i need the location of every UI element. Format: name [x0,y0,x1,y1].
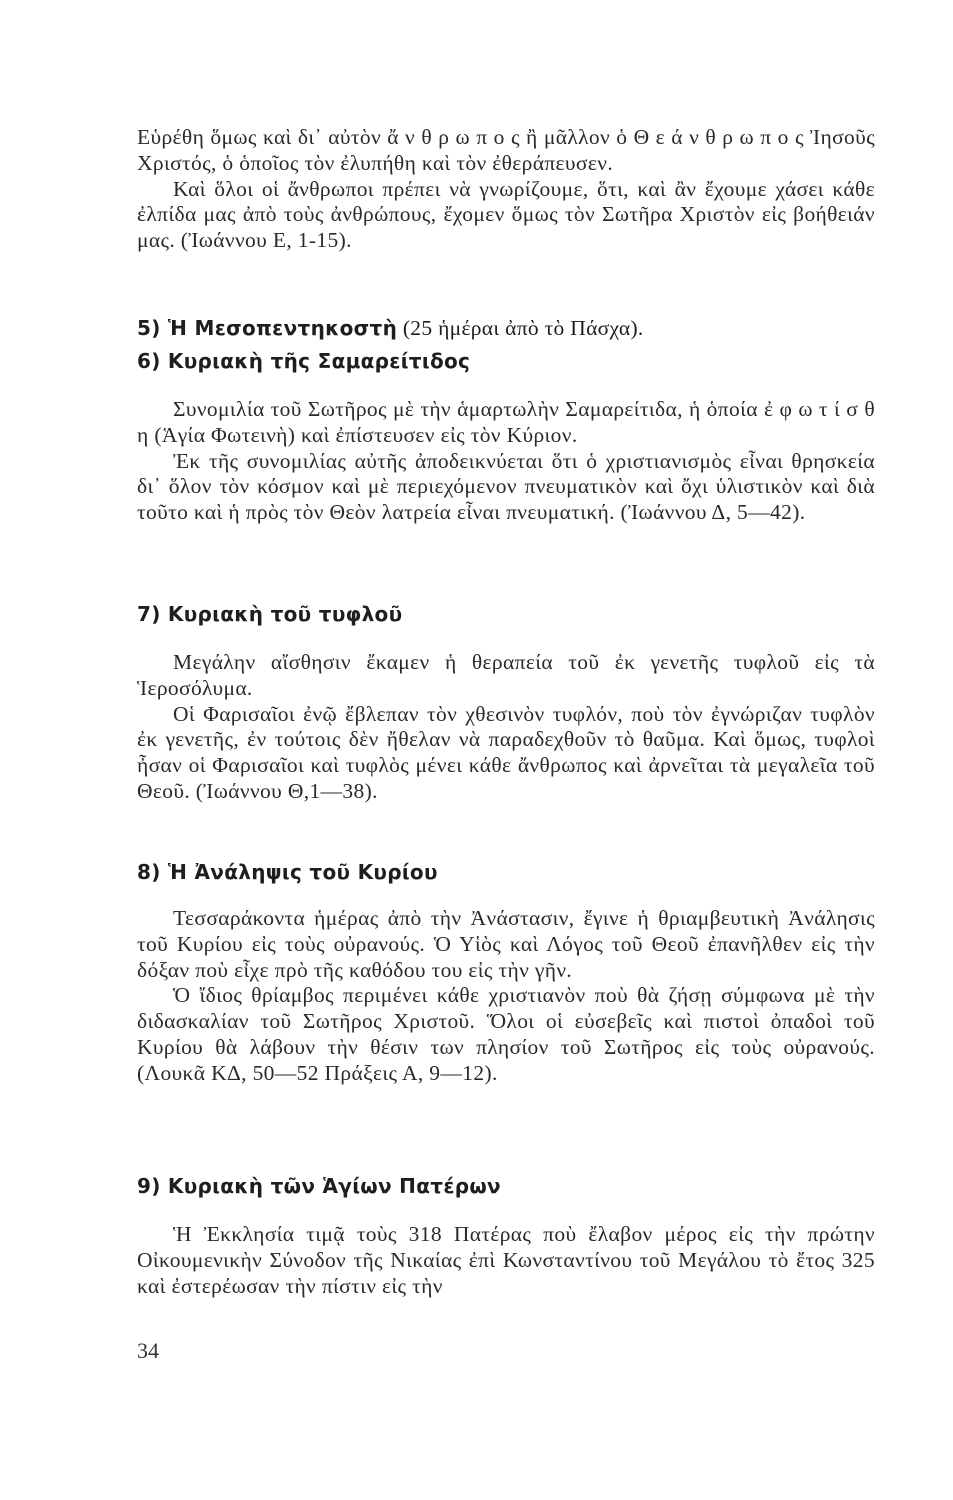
section-subtitle: (25 ἡμέραι ἀπὸ τὸ Πάσχα). [397,316,644,340]
section-title: 6) Κυριακὴ τῆς Σαμαρείτιδος [137,349,471,373]
section-7-text [137,650,875,805]
section-heading-9 [137,1174,501,1198]
paragraph: Συνομιλία τοῦ Σωτῆρος μὲ τὴν ἁμαρτωλὴν Σαμαρείτιδα, ἡ ὁποία ἐ φ ω τ ί σ θ η (Ἁγία Φωτεινὴ) καὶ ἐπίστευσεν εἰς τὸν Κύριον. [137,397,875,447]
section-continuation-text [137,125,875,254]
section-8-text [137,906,875,1087]
section-title: 5) Ἡ Μεσοπεντηκοστὴ [137,316,398,340]
paragraph: Οἱ Φαρισαῖοι ἐνῷ ἔβλεπαν τὸν χθεσινὸν τυφλόν, ποὺ τὸν ἐγνώριζαν τυφλὸν ἐκ γενετῆς, ἐν τούτοις δὲν ἤθελαν νὰ παραδεχθοῦν τὸ θαῦμα. Καὶ ὅμως, τυφλοὶ ἦσαν οἱ Φαρισαῖοι καὶ τυφλὸς μένει κάθε ἄνθρωπος καὶ ἀρνεῖται τὰ μεγαλεῖα τοῦ Θεοῦ. (Ἰωάννου Θ,1—38). [137,701,875,803]
paragraph: Ἡ Ἐκκλησία τιμᾷ τοὺς 318 Πατέρας ποὺ ἔλαβον μέρος εἰς τὴν πρώτην Οἰκουμενικὴν Σύνοδον τῆς Νικαίας ἐπὶ Κωνσταντίνου τοῦ Μεγάλου τὸ ἔτος 325 καὶ ἐστερέωσαν τὴν πίστιν εἰς τὴν [137,1222,875,1298]
section-6-text [137,397,875,526]
section-9-text [137,1222,875,1299]
section-heading-5 [137,316,644,341]
section-title: 9) Κυριακὴ τῶν Ἁγίων Πατέρων [137,1174,501,1198]
paragraph: Μεγάλην αἴσθησιν ἔκαμεν ἡ θεραπεία τοῦ ἐκ γενετῆς τυφλοῦ εἰς τὰ Ἱεροσόλυμα. [137,650,875,700]
paragraph: Τεσσαράκοντα ἡμέρας ἀπὸ τὴν Ἀνάστασιν, ἔγινε ἡ θριαμβευτικὴ Ἀνάλησις τοῦ Κυρίου εἰς τοὺς οὐρανούς. Ὁ Υἱὸς καὶ Λόγος τοῦ Θεοῦ ἐπανῆλθεν εἰς τὴν δόξαν ποὺ εἶχε πρὸ τῆς καθόδου του εἰς τὴν γῆν. [137,906,875,982]
section-title: 7) Κυριακὴ τοῦ τυφλοῦ [137,602,403,626]
section-heading-7 [137,602,402,626]
section-heading-8 [137,860,438,884]
section-title: 8) Ἡ Ἀνάληψις τοῦ Κυρίου [137,860,438,884]
section-heading-6 [137,349,470,373]
paragraph: Καὶ ὅλοι οἱ ἄνθρωποι πρέπει νὰ γνωρίζουμε, ὅτι, καὶ ἂν ἔχουμε χάσει κάθε ἐλπίδα μας ἀπὸ τοὺς ἀνθρώπους, ἔχομεν ὅμως τὸν Σωτῆρα Χριστὸν εἰς βοήθειάν μας. (Ἰωάννου Ε, 1-15). [137,176,875,253]
paragraph: Ἐκ τῆς συνομιλίας αὐτῆς ἀποδεικνύεται ὅτι ὁ χριστιανισμὸς εἶναι θρησκεία δι᾽ ὅλον τὸν κόσμον καὶ μὲ περιεχόμενον πνευματικὸν καὶ ὄχι ὑλιστικὸν καὶ διὰ τοῦτο καὶ ἡ πρὸς τὸν Θεὸν λατρεία εἶναι πνευματική. (Ἰωάννου Δ, 5—42). [137,448,875,525]
paragraph: Ὁ ἴδιος θρίαμβος περιμένει κάθε χριστιανὸν ποὺ θὰ ζήσῃ σύμφωνα μὲ τὴν διδασκαλίαν τοῦ Σωτῆρος Χριστοῦ. Ὅλοι οἱ εὐσεβεῖς καὶ πιστοὶ ὀπαδοὶ τοῦ Κυρίου θὰ λάβουν τὴν θέσιν των πλησίον τοῦ Σωτῆρος εἰς τοὺς οὐρανούς. (Λουκᾶ ΚΔ, 50—52 Πράξεις Α, 9—12). [137,983,875,1085]
page-number: 34 [137,1338,159,1363]
paragraph: Εὑρέθη ὅμως καὶ δι᾽ αὐτὸν ἄ ν θ ρ ω π ο ς ἢ μᾶλλον ὁ Θ ε ά ν θ ρ ω π ο ς Ἰησοῦς Χριστός, ὁ ὁποῖος τὸν ἐλυπήθη καὶ τὸν ἐθεράπευσεν. [137,125,875,175]
